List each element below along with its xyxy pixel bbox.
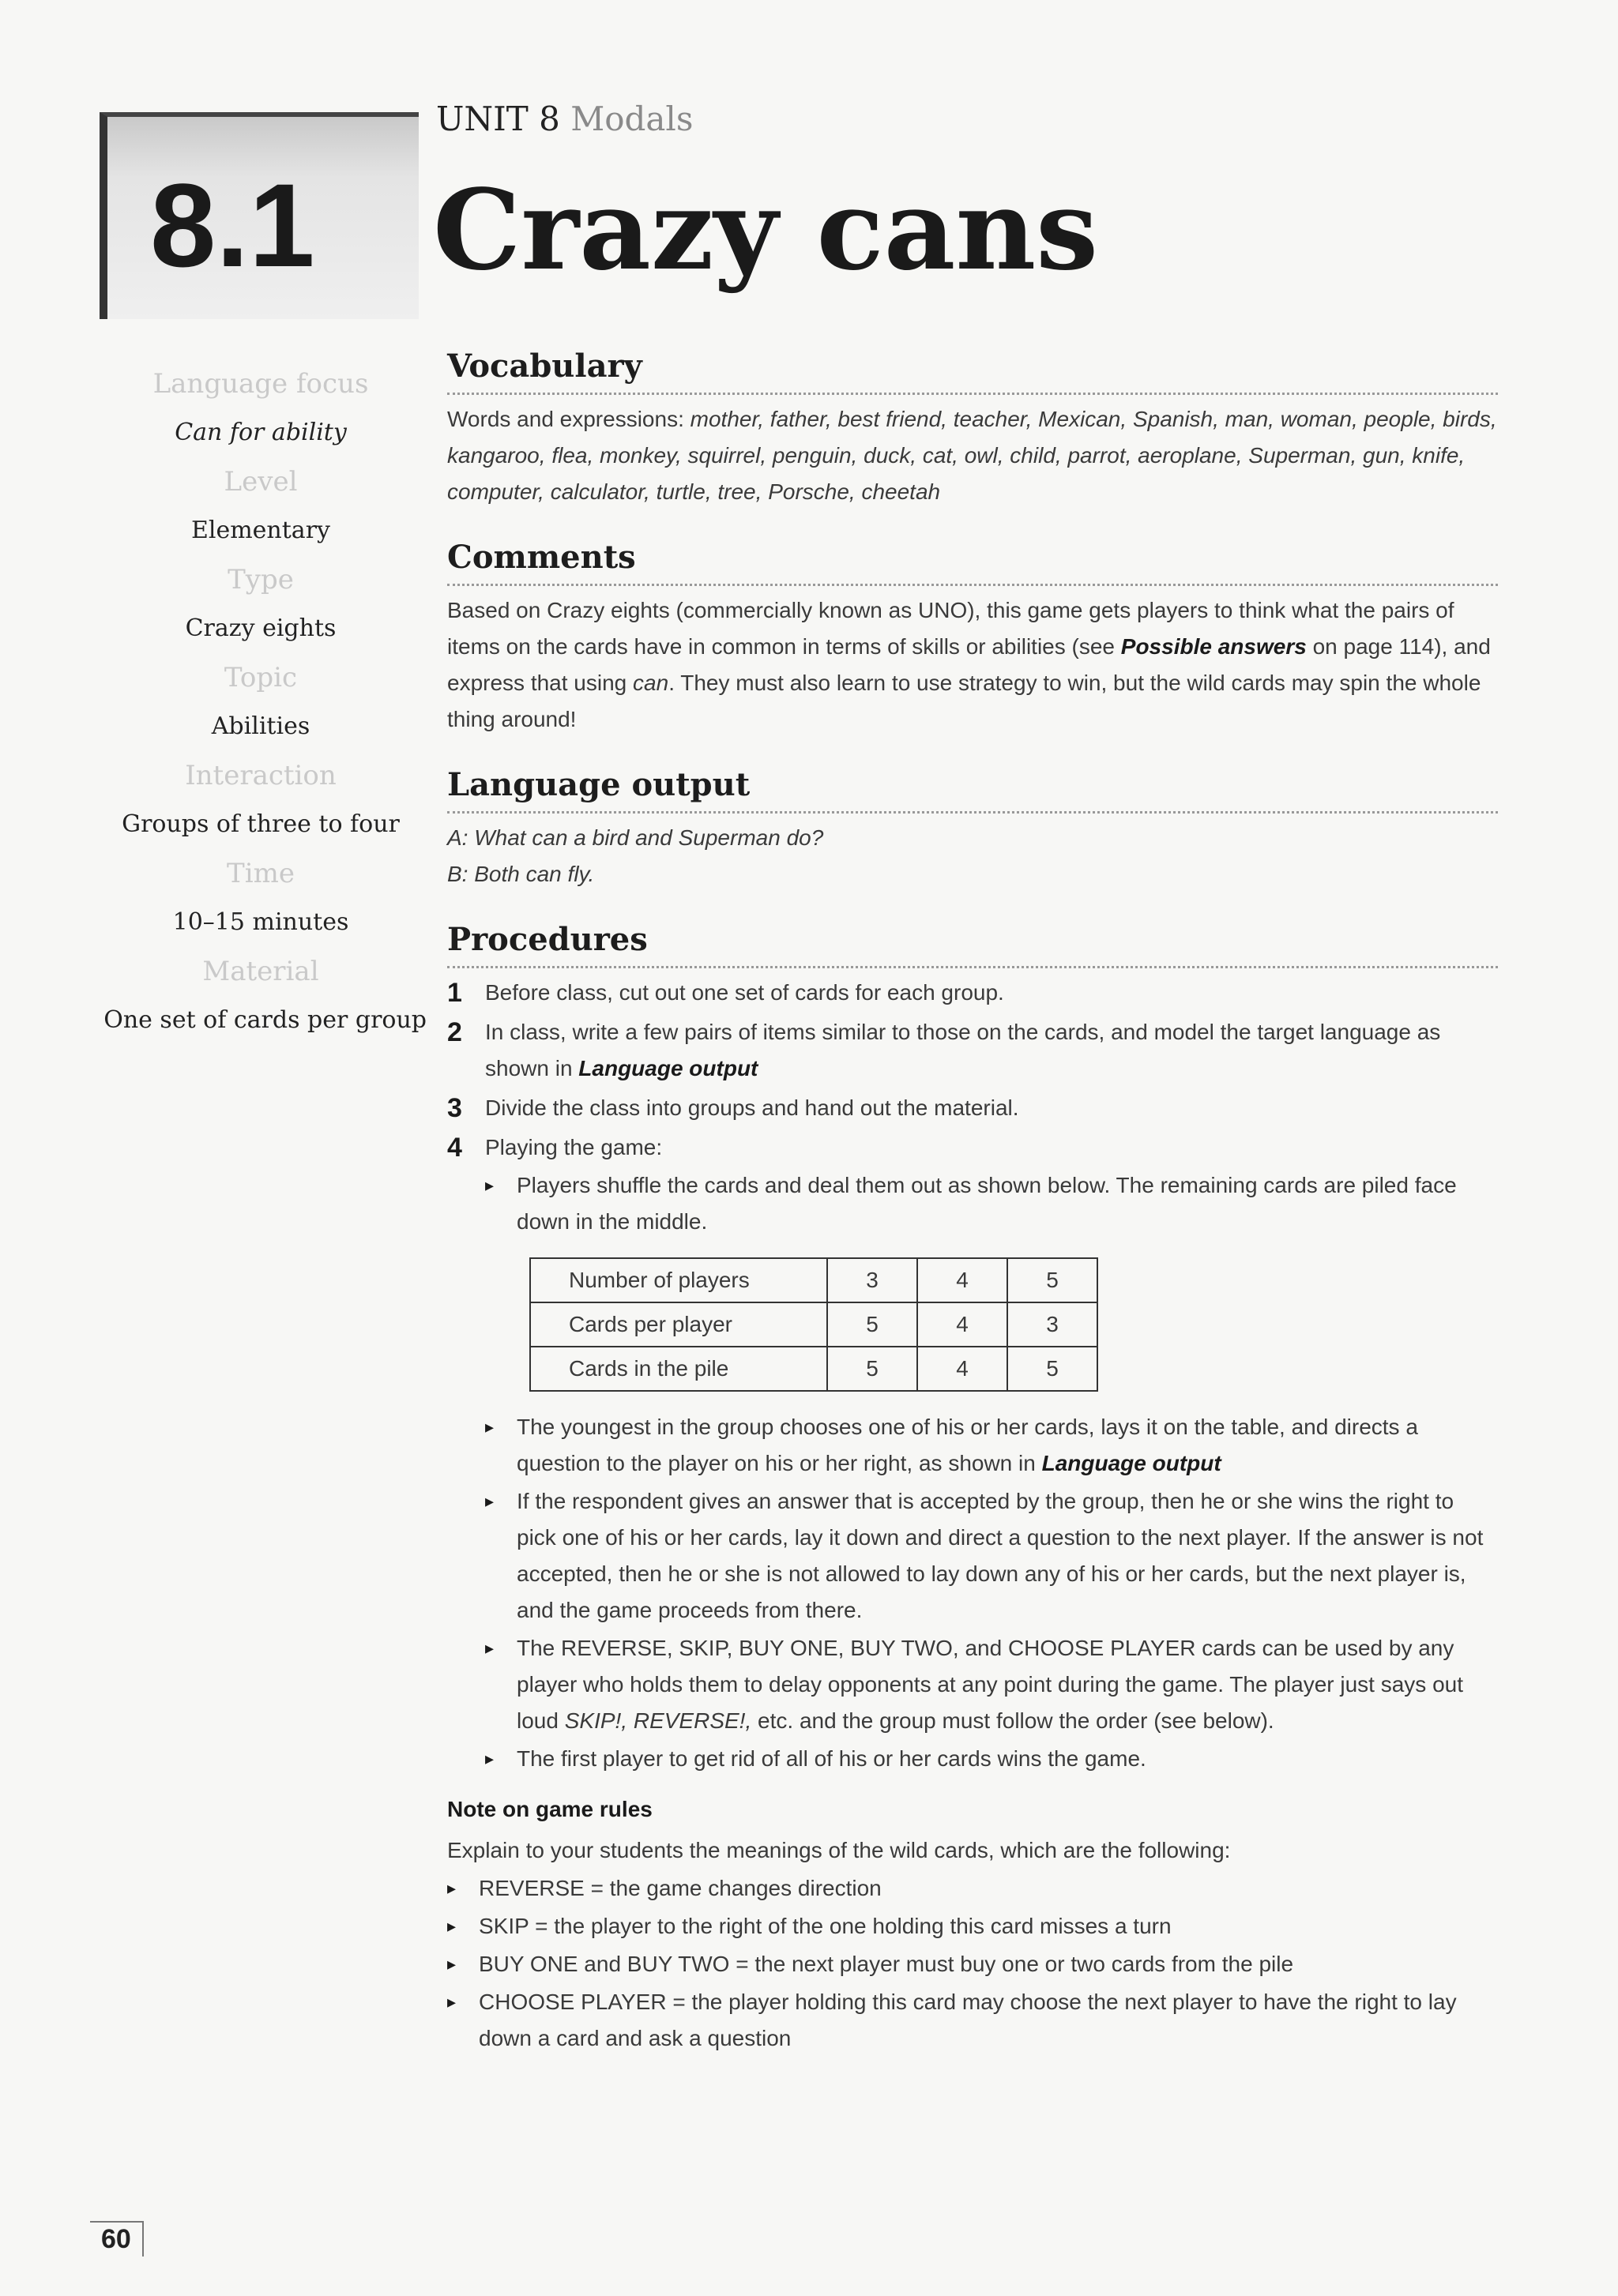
procedures-section bbox=[447, 921, 1498, 2057]
list-item bbox=[485, 1483, 1498, 1629]
sidebar-value-level: Elementary bbox=[190, 517, 330, 544]
sidebar-value-type: Crazy eights bbox=[185, 614, 337, 642]
unit-label bbox=[436, 100, 694, 138]
bullet-arrow-icon: ▸ bbox=[485, 1175, 495, 1195]
language-output-ref: Language output bbox=[1041, 1451, 1221, 1475]
sidebar-heading-material: Material bbox=[202, 956, 319, 987]
comments-section bbox=[447, 539, 1498, 738]
sidebar-heading-type: Type bbox=[228, 564, 294, 596]
page-number: 60 bbox=[90, 2221, 144, 2257]
list-item bbox=[447, 1946, 1498, 1982]
bullet-text: SKIP = the player to the right of the one holding this card misses a turn bbox=[479, 1914, 1172, 1938]
sidebar-value-material: One set of cards per group bbox=[103, 1006, 427, 1034]
language-output-heading: Language output bbox=[447, 766, 1498, 814]
procedure-step: 1 Before class, cut out one set of cards for each group. bbox=[447, 975, 1498, 1011]
sidebar-value-topic: Abilities bbox=[211, 712, 310, 740]
bullet-arrow-icon: ▸ bbox=[485, 1749, 495, 1768]
list-item bbox=[447, 1984, 1498, 2057]
bullet-text: The youngest in the group chooses one of his or her cards, lays it on the table, and directs a question to the player on his or her right, as shown in Language output bbox=[517, 1415, 1418, 1475]
sidebar-heading-language-focus: Language focus bbox=[152, 368, 369, 400]
comments-text bbox=[447, 592, 1498, 738]
procedures-heading: Procedures bbox=[447, 921, 1498, 968]
bullet-arrow-icon: ▸ bbox=[447, 1992, 457, 2012]
language-output-line-a: A: What can a bird and Superman do? bbox=[447, 825, 824, 850]
procedure-step: 4 Playing the game: bbox=[447, 1129, 1498, 1166]
bullet-arrow-icon: ▸ bbox=[447, 1878, 457, 1898]
bullet-text: Players shuffle the cards and deal them out as shown below. The remaining cards are piled face down in the middle. bbox=[517, 1173, 1457, 1234]
sidebar-value-interaction: Groups of three to four bbox=[122, 810, 400, 838]
sidebar-value-time: 10–15 minutes bbox=[172, 908, 349, 936]
list-item bbox=[485, 1409, 1498, 1482]
vocabulary-text bbox=[447, 401, 1498, 510]
vocabulary-section bbox=[447, 348, 1498, 510]
list-item bbox=[485, 1167, 1498, 1240]
main-content bbox=[447, 348, 1498, 2057]
unit-number: 8.1 bbox=[150, 159, 315, 291]
vocabulary-heading: Vocabulary bbox=[447, 348, 1498, 395]
bullet-text: REVERSE = the game changes direction bbox=[479, 1876, 882, 1900]
bullet-arrow-icon: ▸ bbox=[485, 1491, 495, 1511]
bullet-arrow-icon: ▸ bbox=[485, 1638, 495, 1658]
bullet-text: CHOOSE PLAYER = the player holding this card may choose the next player to have the right to lay down a card and ask a question bbox=[479, 1990, 1457, 2050]
bullet-arrow-icon: ▸ bbox=[447, 1916, 457, 1936]
unit-prefix: UNIT 8 bbox=[436, 100, 560, 138]
bullet-arrow-icon: ▸ bbox=[447, 1954, 457, 1974]
vocabulary-intro: Words and expressions: bbox=[447, 407, 690, 431]
vocabulary-words: mother, father, best friend, teacher, Mexican, Spanish, man, woman, people, birds, kangaroo, flea, monkey, squirrel, penguin, duck, cat, owl, child, parrot, aeroplane, Superman, gun, knife, computer, calculator, turtle, tree, Porsche, cheetah bbox=[447, 407, 1497, 504]
table-row: Cards per player 5 4 3 bbox=[530, 1302, 1097, 1347]
sidebar-value-language-focus: Can for ability bbox=[175, 419, 347, 446]
sidebar-heading-interaction: Interaction bbox=[185, 760, 337, 791]
bullet-text: If the respondent gives an answer that is accepted by the group, then he or she wins the right to pick one of his or her cards, lay it down and direct a question to the next player. If the answer is not accepted, then he or she is not allowed to lay down any of his or her cards, but the next player is, and the game proceeds from there. bbox=[517, 1489, 1484, 1622]
sidebar-heading-time: Time bbox=[227, 858, 295, 889]
step-text: Before class, cut out one set of cards for each group. bbox=[485, 980, 1004, 1005]
comments-part3: . They must also learn to use strategy to win, but the wild cards may spin the whole thing around! bbox=[447, 671, 1481, 731]
comments-heading: Comments bbox=[447, 539, 1498, 586]
list-item bbox=[447, 1908, 1498, 1945]
language-output-line-b: B: Both can fly. bbox=[447, 862, 595, 886]
cards-table bbox=[529, 1257, 1098, 1392]
comments-part2: on page 114), and express that using bbox=[447, 634, 1491, 695]
table-row: Cards in the pile 5 4 5 bbox=[530, 1347, 1097, 1391]
sidebar-heading-topic: Topic bbox=[224, 662, 298, 693]
language-output-section bbox=[447, 766, 1498, 892]
comments-part1: Based on Crazy eights (commercially known as UNO), this game gets players to think what the pairs of items on the cards have in common in terms of skills or abilities (see bbox=[447, 598, 1454, 659]
step-text: In class, write a few pairs of items similar to those on the cards, and model the target language as shown in Language output bbox=[485, 1020, 1441, 1080]
procedure-step: 2 In class, write a few pairs of items similar to those on the cards, and model the target language as shown in Language output bbox=[447, 1014, 1498, 1087]
list-item bbox=[485, 1741, 1498, 1777]
step-text: Divide the class into groups and hand out the material. bbox=[485, 1095, 1019, 1120]
bullet-arrow-icon: ▸ bbox=[485, 1417, 495, 1437]
comments-can: can bbox=[633, 671, 669, 695]
note-heading: Note on game rules bbox=[447, 1797, 653, 1821]
list-item bbox=[447, 1870, 1498, 1907]
list-item bbox=[485, 1630, 1498, 1739]
step-text: Playing the game: bbox=[485, 1135, 663, 1159]
page-title: Crazy cans bbox=[433, 166, 1099, 295]
info-sidebar bbox=[95, 359, 427, 1045]
note-intro: Explain to your students the meanings of the wild cards, which are the following: bbox=[447, 1838, 1231, 1862]
possible-answers-ref: Possible answers bbox=[1120, 634, 1307, 659]
table-row: Number of players 3 4 5 bbox=[530, 1258, 1097, 1302]
bullet-text: The first player to get rid of all of his or her cards wins the game. bbox=[517, 1746, 1146, 1771]
language-output-ref: Language output bbox=[578, 1056, 758, 1080]
sidebar-heading-level: Level bbox=[224, 466, 298, 498]
procedure-step: 3 Divide the class into groups and hand out the material. bbox=[447, 1090, 1498, 1126]
unit-topic: Modals bbox=[570, 100, 694, 138]
bullet-text: The REVERSE, SKIP, BUY ONE, BUY TWO, and CHOOSE PLAYER cards can be used by any player who holds them to delay opponents at any point during the game. The player just says out loud SKIP!, REVERSE!, etc. and the group must follow the order (see below). bbox=[517, 1636, 1463, 1733]
bullet-text: BUY ONE and BUY TWO = the next player must buy one or two cards from the pile bbox=[479, 1952, 1294, 1976]
